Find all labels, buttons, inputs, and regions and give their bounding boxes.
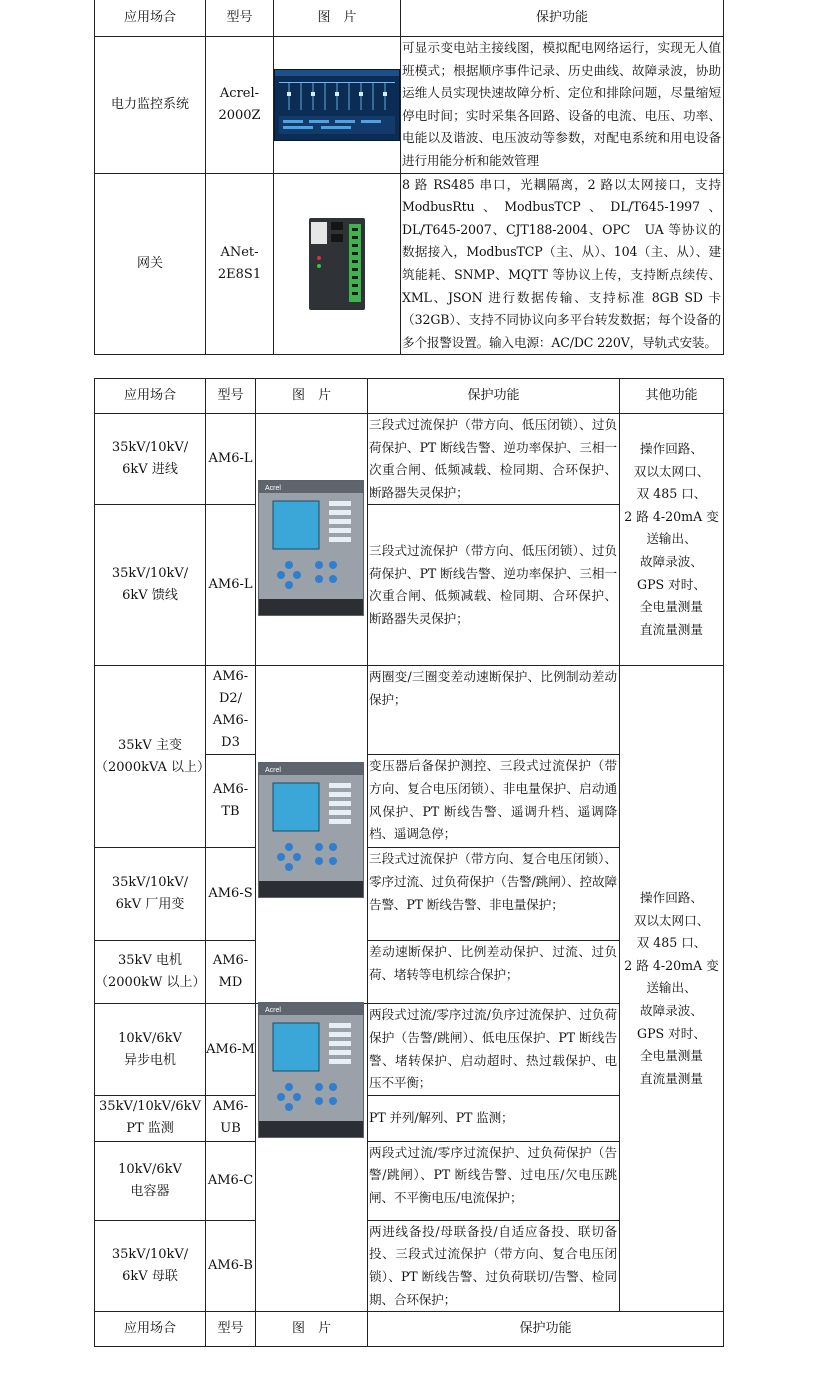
function-cell: 可显示变电站主接线图，模拟配电网络运行，实现无人值班模式；根据顺序事件记录、历史曲线、故障录波，协助运维人员实现快速故障分析、定位和排除问题，尽量缩短停电时间；实时采集各回路、设备的电流、电压、功率、电能以及谐波、电压波动等参数，对配电系统和用电设备进行用能分析和能效管理	[401, 37, 724, 174]
table2-header-row	[95, 379, 724, 414]
model-cell: AM6-S	[206, 848, 256, 941]
place-cell: 35kV/10kV/ 6kV 母联	[95, 1220, 206, 1311]
place-cell: 35kV 主变 （2000kVA 以上）	[95, 666, 206, 848]
table-row	[95, 414, 724, 505]
relay-device-image	[258, 480, 364, 616]
footer-header-picture: 图 片	[256, 1312, 368, 1347]
gateway-device-image	[309, 218, 365, 310]
function-cell: 三段式过流保护（带方向、复合电压闭锁）、零序过流、过负荷保护（告警/跳闸）、控故障告警、PT 断线告警、非电量保护；	[368, 848, 620, 941]
function-cell: 两段式过流/零序过流/负序过流保护、过负荷保护（告警/跳闸）、低电压保护、PT 断线告警、堵转保护、启动超时、热过载保护、电压不平衡；	[368, 1004, 620, 1095]
header-function: 保护功能	[368, 379, 620, 414]
model-cell: AM6-UB	[206, 1095, 256, 1141]
monitoring-diagram-icon	[275, 70, 399, 140]
relay-device-image	[258, 1002, 364, 1138]
header-picture: 图 片	[274, 0, 401, 37]
place-cell: 35kV/10kV/ 6kV 进线	[95, 414, 206, 505]
function-cell: 三段式过流保护（带方向、低压闭锁）、过负荷保护、PT 断线告警、逆功率保护、三相一次重合闸、低频减载、检同期、合环保护、断路器失灵保护；	[368, 414, 620, 505]
model-cell: AM6-D2/ AM6-D3	[206, 666, 256, 755]
header-picture: 图 片	[256, 379, 368, 414]
function-cell: 两段式过流/零序过流保护、过负荷保护（告警/跳闸）、PT 断线告警、过电压/欠电压跳闸、不平衡电压/电流保护；	[368, 1141, 620, 1220]
product-table-1	[94, 0, 724, 355]
place-cell: 35kV/10kV/ 6kV 厂用变	[95, 848, 206, 941]
relay-device-image	[258, 762, 364, 898]
relay-brand-text: Acrel	[265, 485, 281, 492]
function-cell: 差动速断保护、比例差动保护、过流、过负荷、堵转等电机综合保护；	[368, 941, 620, 1004]
picture-cell	[256, 414, 368, 666]
table2-footer-header-row	[95, 1312, 724, 1347]
place-cell: 35kV 电机 （2000kW 以上）	[95, 941, 206, 1004]
table1-header-row	[95, 0, 724, 37]
gateway-device-icon	[309, 218, 365, 310]
svg-text:Acrel: Acrel	[265, 767, 281, 775]
model-cell: AM6-TB	[206, 755, 256, 848]
header-model: 型号	[206, 379, 256, 414]
function-cell: 两圈变/三圈变差动速断保护、比例制动差动保护；	[368, 666, 620, 755]
model-cell: AM6-L	[206, 505, 256, 666]
place-cell: 35kV/10kV/6kV PT 监测	[95, 1095, 206, 1141]
function-cell: 8 路 RS485 串口，光耦隔离，2 路以太网接口，支持 ModbusRtu、ModbusTCP、DL/T645-1997、DL/T645-2007、CJT188-2004、OPC UA 等协议的数据接入，ModbusTCP（主、从）、104（主、从）、建筑能耗、SNMP、MQTT 等协议上传，支持断点续传、XML、JSON 进行数据传输、支持标准 8GB SD 卡（32GB）、支持不同协议向多平台转发数据；每个设备的多个报警设置。输入电源：AC/DC 220V，导轨式安装。	[401, 173, 724, 355]
function-cell: 两进线备投/母联备投/自适应备投、联切备投、三段式过流保护（带方向、复合电压闭锁）、PT 断线告警、过负荷联切/告警、检同期、合环保护；	[368, 1220, 620, 1311]
model-cell: AM6-M	[206, 1004, 256, 1095]
footer-header-model: 型号	[206, 1312, 256, 1347]
relay-front-panel-icon	[259, 481, 363, 615]
table-row	[95, 666, 724, 755]
other-functions-cell: 操作回路、 双以太网口、 双 485 口、 2 路 4-20mA 变 送输出、 故障录波、 GPS 对时、 全电量测量 直流量测量	[620, 666, 724, 1312]
table-row	[95, 173, 724, 355]
footer-header-function: 保护功能	[368, 1312, 724, 1347]
model-cell: Acrel- 2000Z	[206, 37, 274, 174]
function-cell: 三段式过流保护（带方向、低压闭锁）、过负荷保护、PT 断线告警、逆功率保护、三相一次重合闸、低频减载、检同期、合环保护、断路器失灵保护；	[368, 505, 620, 666]
picture-cell	[256, 666, 368, 1004]
model-cell: AM6-L	[206, 414, 256, 505]
footer-header-place: 应用场合	[95, 1312, 206, 1347]
other-functions-cell: 操作回路、 双以太网口、 双 485 口、 2 路 4-20mA 变 送输出、 故障录波、 GPS 对时、 全电量测量 直流量测量	[620, 414, 724, 666]
header-function: 保护功能	[401, 0, 724, 37]
monitoring-screen-image	[274, 69, 400, 141]
place-cell: 35kV/10kV/ 6kV 馈线	[95, 505, 206, 666]
relay-front-panel-icon	[259, 763, 363, 897]
header-other: 其他功能	[620, 379, 724, 414]
picture-cell	[256, 1004, 368, 1312]
model-cell: AM6-C	[206, 1141, 256, 1220]
place-cell: 网关	[95, 173, 206, 355]
header-place: 应用场合	[95, 379, 206, 414]
place-cell: 电力监控系统	[95, 37, 206, 174]
place-cell: 10kV/6kV 异步电机	[95, 1004, 206, 1095]
picture-cell	[274, 173, 401, 355]
table-row	[95, 37, 724, 174]
function-cell: 变压器后备保护测控、三段式过流保护（带方向、复合电压闭锁）、非电量保护、启动通风保护、PT 断线告警、遥调升档、遥调降档、遥调急停；	[368, 755, 620, 848]
function-cell: PT 并列/解列、PT 监测；	[368, 1095, 620, 1141]
picture-cell	[274, 37, 401, 174]
relay-front-panel-icon	[259, 1003, 363, 1137]
product-table-2	[94, 378, 724, 1347]
model-cell: AM6-B	[206, 1220, 256, 1311]
model-cell: ANet- 2E8S1	[206, 173, 274, 355]
svg-text:Acrel: Acrel	[265, 1007, 281, 1015]
header-place: 应用场合	[95, 0, 206, 37]
place-cell: 10kV/6kV 电容器	[95, 1141, 206, 1220]
header-model: 型号	[206, 0, 274, 37]
model-cell: AM6-MD	[206, 941, 256, 1004]
